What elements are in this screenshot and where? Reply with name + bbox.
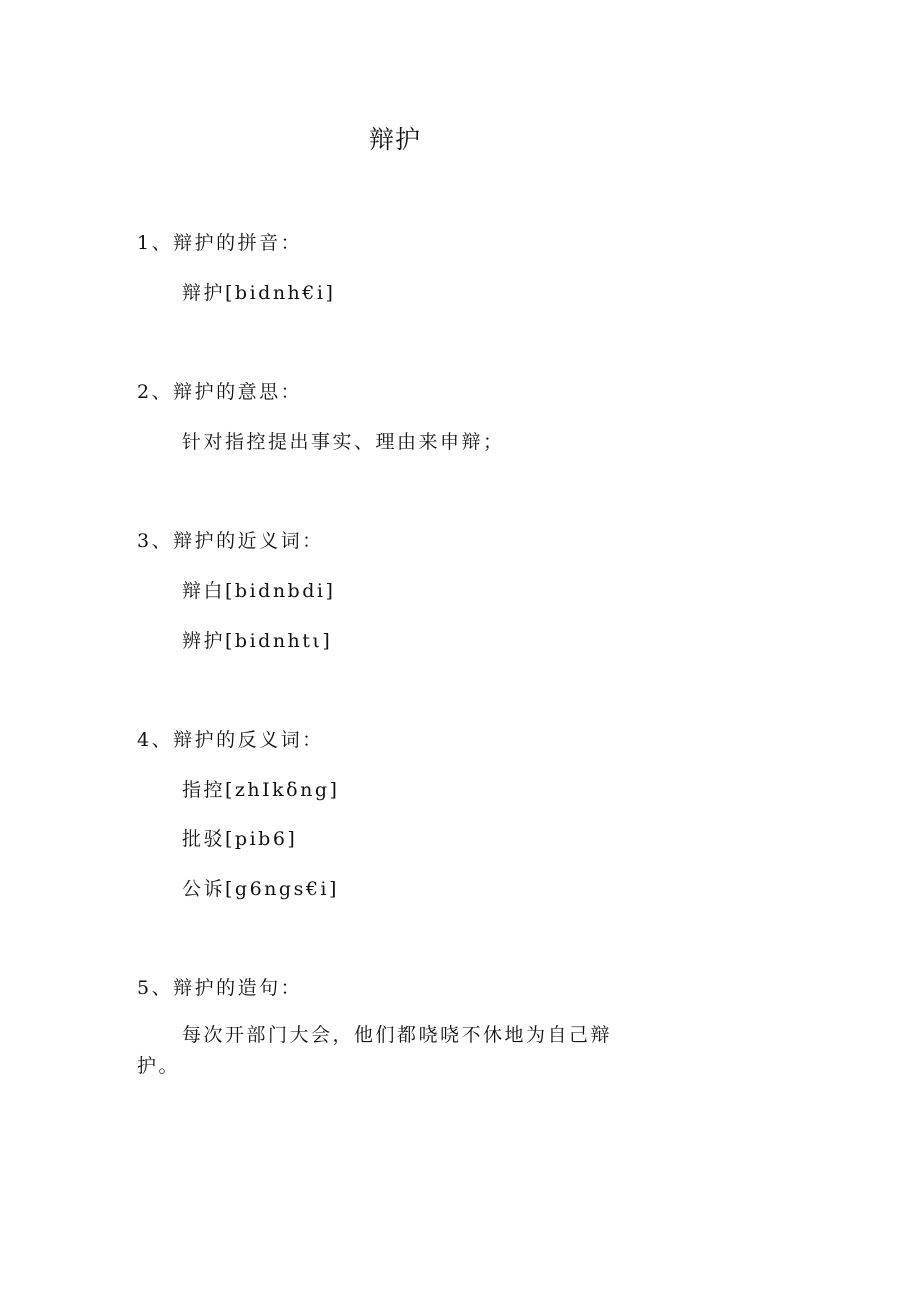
example-sentence: 每次开部门大会，他们都哓哓不休地为自己辩护。 — [137, 1024, 613, 1077]
antonym-item: 指控[zhIkδng] — [182, 779, 340, 801]
document-title: 辩护 — [368, 125, 421, 154]
antonym-item: 批驳[pib6] — [182, 828, 298, 850]
section-heading-pinyin: 1、辩护的拼音： — [137, 232, 303, 254]
antonym-item: 公诉[g6ngs€i] — [182, 878, 339, 900]
section-heading-meaning: 2、辩护的意思： — [137, 381, 303, 403]
synonym-item: 辨护[bidnhtι] — [182, 630, 333, 652]
meaning-item: 针对指控提出事实、理由来申辩； — [182, 431, 505, 453]
pinyin-item: 辩护[bidnh€i] — [182, 282, 336, 304]
synonym-item: 辩白[bidnbdi] — [182, 580, 336, 602]
section-heading-example-sentence: 5、辩护的造句： — [137, 977, 303, 999]
section-heading-antonyms: 4、辩护的反义词： — [137, 729, 324, 751]
section-heading-synonyms: 3、辩护的近义词： — [137, 530, 324, 552]
